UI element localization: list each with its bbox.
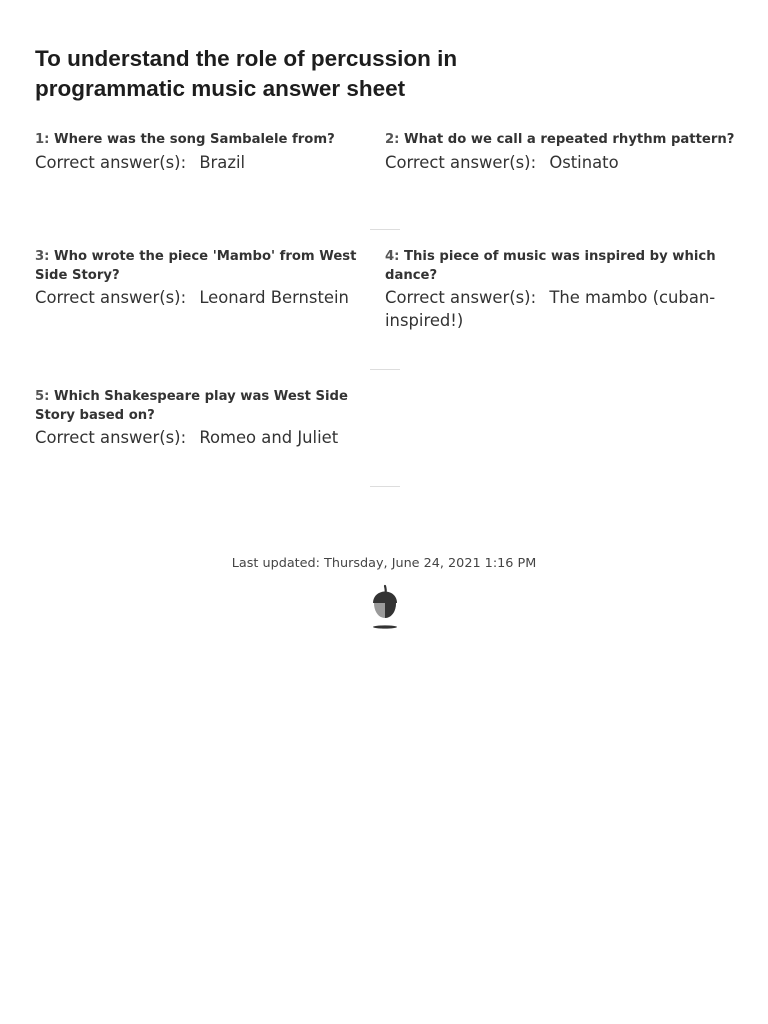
answer-value: The mambo (cuban-inspired!) [385,288,716,330]
question-number: 3: [35,249,50,264]
answer-value: Leonard Bernstein [199,288,349,307]
question-5 [35,388,385,450]
question-answer [35,427,385,450]
question-1 [35,131,385,174]
acorn-icon [371,584,399,630]
question-number: 1: [35,132,50,147]
divider [370,369,400,370]
question-number: 4: [385,249,400,264]
divider [370,486,400,487]
question-answer [385,152,735,175]
question-heading [35,388,385,425]
answer-label: Correct answer(s): [35,152,187,172]
last-updated: Last updated: Thursday, June 24, 2021 1:16 PM [231,556,537,571]
question-text: Who wrote the piece 'Mambo' from West Side Story? [35,249,357,283]
question-answer [35,152,385,175]
question-heading [385,248,735,285]
question-text: What do we call a repeated rhythm pattern? [404,132,735,147]
question-heading [35,248,385,285]
question-text: Which Shakespeare play was West Side Story based on? [35,389,348,423]
question-answer [35,287,385,310]
question-heading [385,131,735,150]
answer-label: Correct answer(s): [385,288,537,307]
divider [370,229,400,230]
answer-value: Brazil [199,152,246,172]
answer-value: Romeo and Juliet [199,428,339,447]
question-3 [35,248,385,310]
question-2 [385,131,735,174]
answer-label: Correct answer(s): [35,428,187,447]
answer-label: Correct answer(s): [385,152,537,172]
question-text: This piece of music was inspired by which dance? [385,249,716,283]
question-text: Where was the song Sambalele from? [54,132,335,147]
answer-value: Ostinato [549,152,619,172]
question-4 [385,248,735,332]
question-answer [385,287,735,332]
question-heading [35,131,385,150]
answer-label: Correct answer(s): [35,288,187,307]
page-title: To understand the role of percussion in programmatic music answer sheet [35,46,458,101]
question-number: 5: [35,389,50,404]
question-number: 2: [385,132,400,147]
